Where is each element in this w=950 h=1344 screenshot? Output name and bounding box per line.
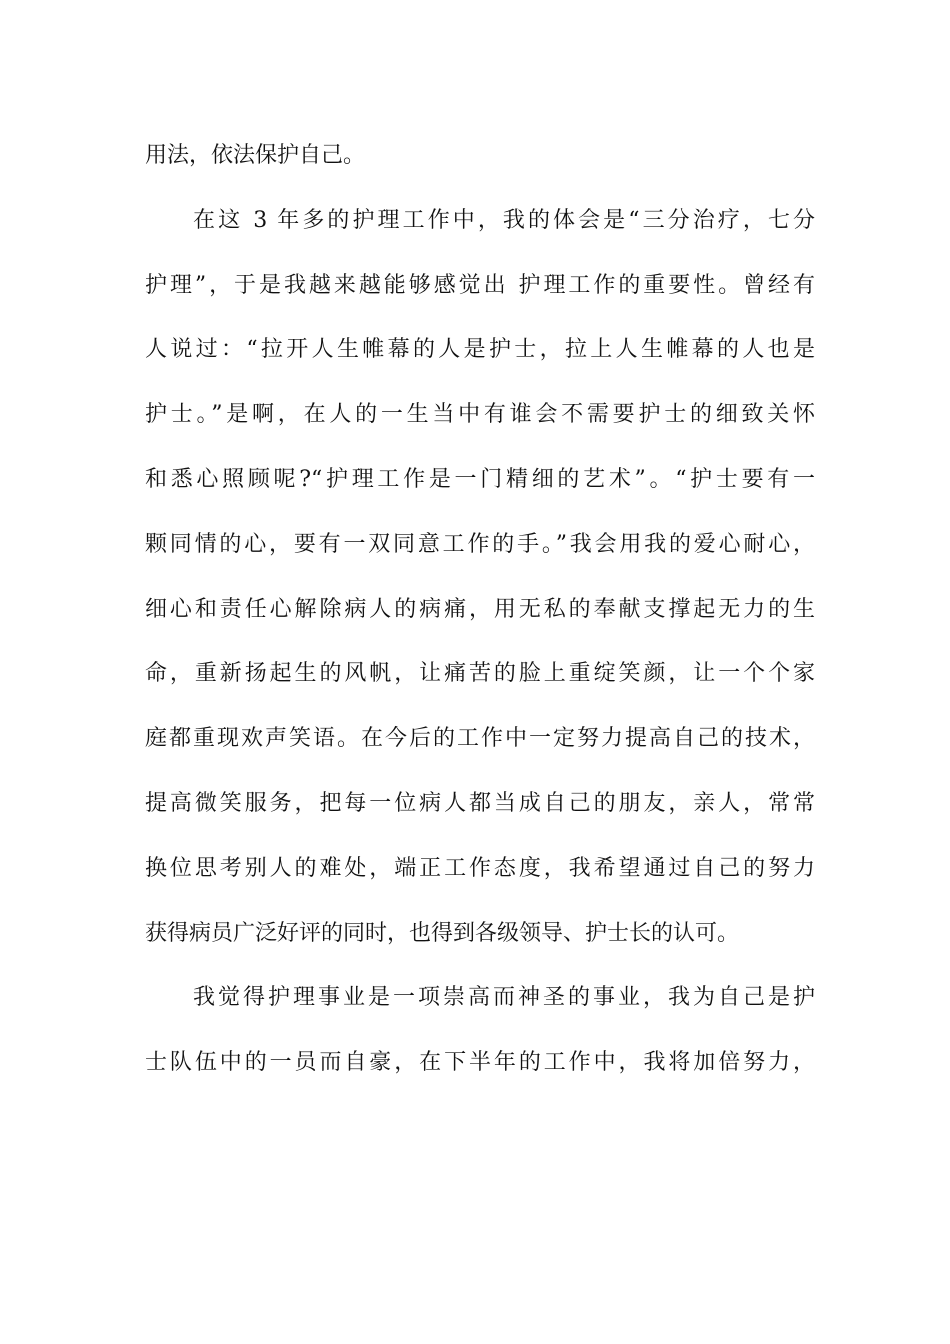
text-line: 人说过：“拉开人生帷幕的人是护士，拉上人生帷幕的人也是 — [145, 337, 815, 363]
text-line: 庭都重现欢声笑语。在今后的工作中一定努力提高自己的技术， — [145, 726, 815, 752]
text-line: 和悉心照顾呢?“护理工作是一门精细的艺术”。“护士要有一 — [145, 466, 815, 492]
text-line: 护士。”是啊，在人的一生当中有谁会不需要护士的细致关怀 — [145, 402, 815, 428]
text-line: 士队伍中的一员而自豪，在下半年的工作中，我将加倍努力， — [145, 1050, 815, 1076]
text-line: 用法，依法保护自己。 — [145, 143, 366, 168]
text-line: 获得病员广泛好评的同时，也得到各级领导、护士长的认可。 — [145, 920, 740, 946]
paragraph-first-line: 我觉得护理事业是一项崇高而神圣的事业，我为自己是护 — [193, 985, 815, 1011]
text-line: 提高微笑服务，把每一位病人都当成自己的朋友，亲人，常常 — [145, 790, 815, 816]
text-line: 护理”，于是我越来越能够感觉出 护理工作的重要性。曾经有 — [145, 272, 815, 298]
text-line: 换位思考别人的难处，端正工作态度，我希望通过自己的努力 — [145, 855, 815, 881]
text-line: 细心和责任心解除病人的病痛，用无私的奉献支撑起无力的生 — [145, 596, 815, 622]
text-line: 颗同情的心，要有一双同意工作的手。”我会用我的爱心耐心， — [145, 531, 815, 557]
paragraph-first-line: 在这 3 年多的护理工作中，我的体会是“三分治疗，七分 — [193, 207, 815, 233]
text-line: 命，重新扬起生的风帆，让痛苦的脸上重绽笑颜，让一个个家 — [145, 661, 815, 687]
body-text — [145, 124, 815, 1096]
